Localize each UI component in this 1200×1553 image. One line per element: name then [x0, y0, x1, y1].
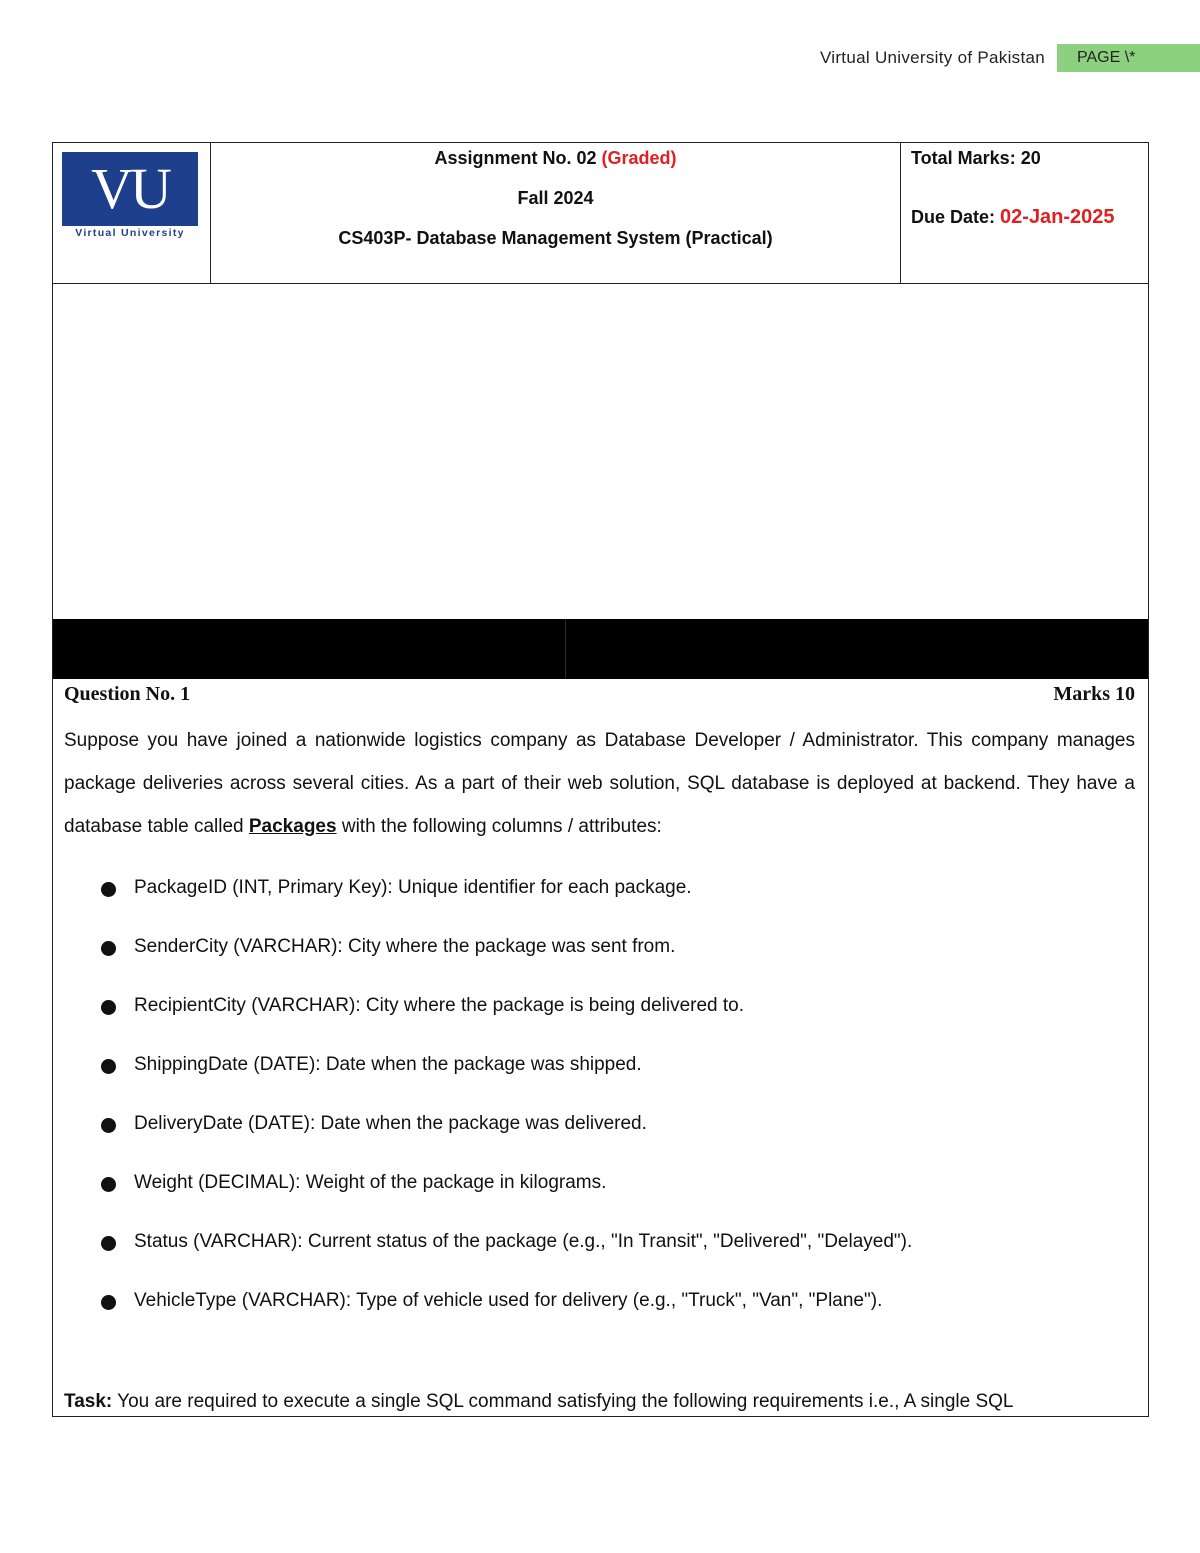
- page-number-badge: PAGE \*: [1057, 44, 1200, 72]
- attribute-text: Status (VARCHAR): Current status of the package (e.g., "In Transit", "Delivered", "Delayed").: [134, 1231, 913, 1252]
- bullet-icon: [101, 1000, 116, 1015]
- bullet-icon: [101, 941, 116, 956]
- attribute-text: SenderCity (VARCHAR): City where the package was sent from.: [134, 936, 676, 957]
- task-label: Task:: [64, 1391, 113, 1412]
- logo-cell: [53, 143, 211, 283]
- list-item: [64, 991, 1135, 1050]
- list-item: [64, 1227, 1135, 1286]
- attribute-text: DeliveryDate (DATE): Date when the package was delivered.: [134, 1113, 647, 1134]
- assignment-number: Assignment No. 02: [434, 148, 597, 168]
- bullet-icon: [101, 1118, 116, 1133]
- list-item: [64, 1168, 1135, 1227]
- bullet-icon: [101, 1236, 116, 1251]
- attribute-text: PackageID (INT, Primary Key): Unique identifier for each package.: [134, 877, 692, 898]
- due-date-label: Due Date:: [911, 207, 996, 227]
- header-org-name: Virtual University of Pakistan: [819, 48, 1045, 67]
- total-marks: Total Marks: 20: [911, 148, 1041, 168]
- table-name: Packages: [248, 816, 337, 837]
- page-header: [0, 44, 1200, 74]
- course-title: CS403P- Database Management System (Practical): [338, 228, 773, 248]
- question-marks: Marks 10: [1053, 683, 1135, 705]
- attribute-text: RecipientCity (VARCHAR): City where the package is being delivered to.: [134, 995, 745, 1016]
- marks-cell: [901, 143, 1148, 283]
- question-header: [64, 683, 1135, 713]
- task-text: You are required to execute a single SQL command satisfying the following requirements i.e., A single SQL: [117, 1391, 1014, 1412]
- list-item: [64, 873, 1135, 932]
- bullet-icon: [101, 882, 116, 897]
- vu-logo-caption: Virtual University: [75, 227, 185, 239]
- vu-logo-mark: VU: [91, 156, 169, 221]
- attribute-text: VehicleType (VARCHAR): Type of vehicle used for delivery (e.g., "Truck", "Van", "Plane").: [134, 1290, 883, 1311]
- attribute-text: Weight (DECIMAL): Weight of the package in kilograms.: [134, 1172, 607, 1193]
- attribute-text: ShippingDate (DATE): Date when the package was shipped.: [134, 1054, 642, 1075]
- question-intro: [64, 719, 1135, 848]
- intro-text: Suppose you have joined a nationwide logistics company as Database Developer / Administrator. This company manages package deliveries across several cities. As a part of their web solution, SQL database is deployed at backend. They have a database table called: [64, 730, 1135, 837]
- title-row: [53, 143, 1148, 284]
- title-cell: [211, 143, 901, 283]
- graded-tag: (Graded): [601, 148, 677, 168]
- question-label: Question No. 1: [64, 683, 191, 705]
- attribute-list: [64, 873, 1135, 1345]
- bullet-icon: [101, 1177, 116, 1192]
- bullet-icon: [101, 1295, 116, 1310]
- due-date-value: 02-Jan-2025: [1000, 206, 1115, 228]
- vu-logo: [62, 152, 198, 226]
- list-item: [64, 932, 1135, 991]
- redacted-band: [53, 619, 1148, 679]
- list-item: [64, 1050, 1135, 1109]
- bullet-icon: [101, 1059, 116, 1074]
- assignment-title: [211, 148, 900, 169]
- task-statement: [64, 1387, 1135, 1417]
- due-date: [911, 206, 1115, 229]
- assignment-document: [52, 142, 1149, 1417]
- list-item: [64, 1109, 1135, 1168]
- band-divider: [565, 619, 566, 679]
- list-item: [64, 1286, 1135, 1345]
- term: Fall 2024: [517, 188, 594, 208]
- intro-text-end: with the following columns / attributes:: [341, 816, 662, 837]
